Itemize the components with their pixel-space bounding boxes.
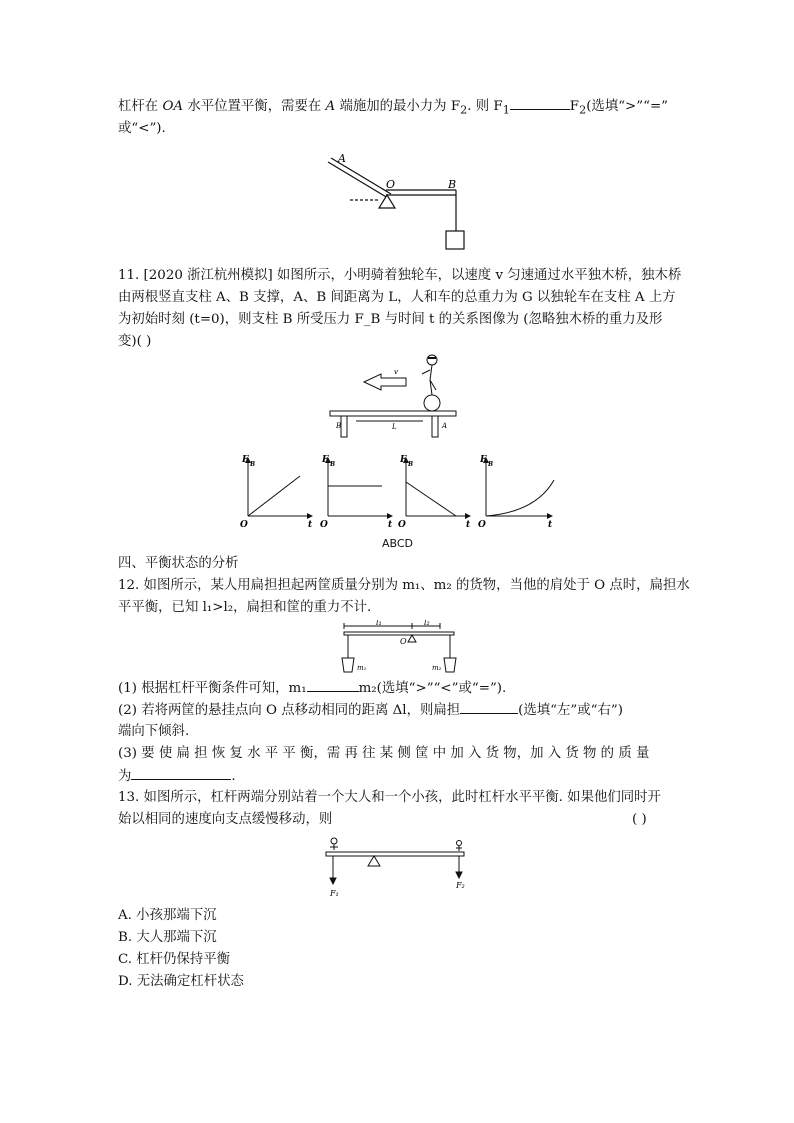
q11-line4: 变)( ) [118,334,152,349]
svg-text:t: t [466,520,471,530]
lever-figure [320,150,470,255]
seesaw-figure [320,836,470,898]
graph-D [486,458,554,516]
q12-sub1: (1) 根据杠杆平衡条件可知，m₁ m₂(选填“>”“<”或“=”). [118,677,506,699]
svg-text:m₂: m₂ [432,664,442,672]
q12-sub3: (3) 要 使 扁 担 恢 复 水 平 平 衡，需 再 往 某 侧 筐 中 加 入 货 物，加 入 货 物 的 质 量 [118,746,650,761]
svg-text:B: B [488,461,494,468]
graph-D-curve [486,480,554,516]
answer-blank-q12-3[interactable] [131,765,231,780]
velocity-arrow [364,374,406,390]
q12-sub2-cont: 端向下倾斜. [118,724,190,739]
unicycle-bridge-figure [326,352,466,442]
svg-text:t: t [548,520,553,530]
label-O: O [386,178,396,191]
svg-text:F: F [322,455,329,465]
q13-answer-paren[interactable]: ( ) [632,812,647,827]
option-c[interactable]: C. 杠杆仍保持平衡 [118,952,231,967]
svg-text:m₁: m₁ [357,664,367,672]
q13-line1: 13. 如图所示，杠杆两端分别站着一个大人和一个小孩，此时杠杆水平平衡. 如果他们同时开 [118,790,661,805]
svg-text:l₁: l₁ [376,620,382,627]
option-b[interactable]: B. 大人那端下沉 [118,930,217,945]
svg-text:v: v [394,368,398,376]
adult-figure [330,838,338,850]
q11-line3: 为初始时刻 (t=0)，则支柱 B 所受压力 F_B 与时间 t 的关系图像为 (忽略独木桥的重力及形 [118,312,663,327]
q11-line2: 由两根竖直支柱 A、B 支撑，A、B 间距离为 L，人和车的总重力为 G 以独轮车在支柱 A 上方 [118,290,676,305]
q10-line1: 杠杆在 OA 水平位置平衡，需要在 A 端施加的最小力为 $F_2$. 则 $F_1$ $F_2$(选填“>”“=” [118,95,668,121]
graph-B [328,458,392,516]
carrying-pole-figure [340,620,458,676]
svg-text:F₁: F₁ [330,889,339,898]
q12-line1: 12. 如图所示，某人用扁担担起两筐质量分别为 m₁、m₂ 的货物，当他的肩处于 O 点时，扁担水 [118,578,690,593]
label-B: B [448,178,457,191]
svg-text:t: t [388,520,393,530]
svg-text:F₂: F₂ [456,881,465,890]
option-a[interactable]: A. 小孩那端下沉 [118,908,217,923]
svg-text:F: F [242,455,249,465]
q13-line2: 始以相同的速度向支点缓慢移动，则 [118,812,333,827]
child-figure [456,841,462,852]
q11-line1: 11. [2020 浙江杭州模拟] 如图所示，小明骑着独轮车，以速度 v 匀速通过水平独木桥，独木桥 [118,268,682,283]
svg-text:A: A [442,422,448,430]
svg-text:B: B [408,461,414,468]
svg-text:O: O [478,520,486,530]
svg-text:B: B [250,461,256,468]
svg-text:t: t [308,520,313,530]
svg-text:O: O [400,637,407,646]
svg-text:B: B [330,461,336,468]
svg-text:L: L [392,423,397,431]
svg-text:O: O [398,520,406,530]
section-title: 四、平衡状态的分析 [118,556,239,571]
answer-blank-q12-2[interactable] [460,699,518,714]
graph-A [248,458,312,516]
svg-text:O: O [320,520,328,530]
graph-A-curve [248,476,300,516]
svg-text:F: F [480,455,487,465]
q12-line2: 平平衡，已知 l₁>l₂，扁担和筐的重力不计. [118,600,372,615]
answer-blank-q12-1[interactable] [307,677,359,692]
q12-sub3-cont: 为 . [118,765,236,787]
svg-text:l₂: l₂ [424,620,430,627]
graph-C [406,458,470,516]
svg-text:B: B [336,422,342,430]
weight-block [446,231,464,249]
svg-text:F: F [400,455,407,465]
fb-t-graphs [236,452,566,532]
svg-text:O: O [240,520,248,530]
q10-line2: 或“<”). [118,121,166,136]
answer-blank-q10[interactable] [510,95,570,110]
graph-C-curve [406,482,456,516]
basket-right [444,658,456,672]
q12-sub2: (2) 若将两筐的悬挂点向 O 点移动相同的距离 Δl，则扁担 (选填“左”或“右”) [118,699,623,721]
graphs-caption: ABCD [382,537,414,550]
label-A: A [338,152,346,165]
option-d[interactable]: D. 无法确定杠杆状态 [118,974,244,989]
basket-left [342,658,354,672]
